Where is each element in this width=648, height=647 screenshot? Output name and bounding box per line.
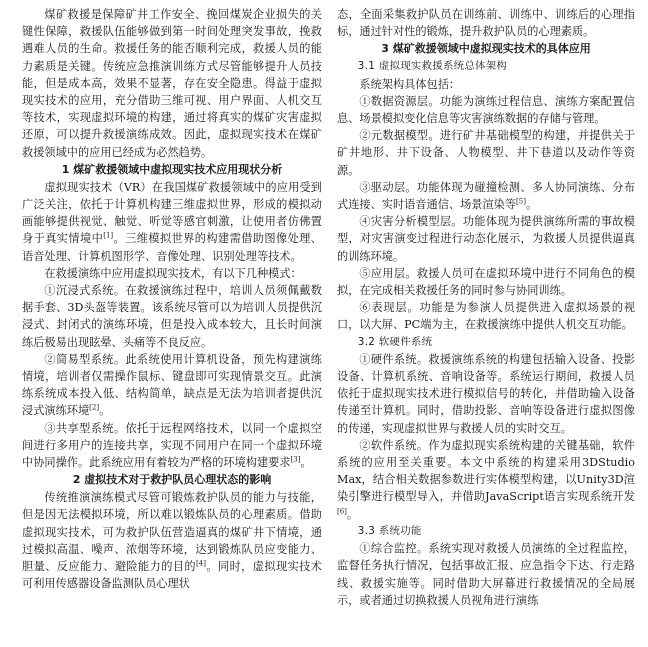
section-1-paragraph-2: 在救援演练中应用虚拟现实技术，有以下几种模式： bbox=[44, 266, 302, 280]
layer-6-paragraph: ⑥表现层。功能是为参演人员提供进入虚拟场景的视口，以大屏、PC端为主，在救援演练中提供人机交互功能。 bbox=[337, 301, 635, 332]
section-2-heading: 2 虚拟技术对于救护队员心理状态的影响 bbox=[72, 473, 272, 487]
layer-3-text: ③驱动层。功能体现为碰撞检测、多人协同演练、分布式连接、实时语音通信、场景渲染等 bbox=[337, 180, 635, 212]
layer-3-end: 。 bbox=[525, 198, 538, 212]
section-1-p1-text-2: 。三维模拟世界的构建需借助图像处理、语音处理、计算机图形学、音像处理、识别处理等技术。 bbox=[22, 232, 322, 263]
mode-1-paragraph: ①沉浸式系统。在救援演练过程中，培训人员须佩戴数据手套、3D头盔等装置。该系统尽管可以为培训人员提供沉浸式、封闭式的演练环境，但是投入成本较大，且长时间演练后极易出现眩晕、头痛等不良反应。 bbox=[22, 284, 322, 349]
citation: [2] bbox=[89, 403, 100, 412]
citation: [4] bbox=[196, 559, 206, 568]
citation: [5] bbox=[516, 197, 526, 206]
intro-paragraph: 煤矿救援是保障矿井工作安全、挽回煤炭企业损失的关键性保障，救援队伍能够做到第一时间处理突发事故，挽救遇难人员的生命。救援任务的能否顺利完成，救援人员的能力素质是关键。传统应急推演训练方式尽管能够提升人员技能，但是成本高，效果不显著，存在安全隐患。得益于虚拟现实技术的应用，充分借助三维可视、用户界面、人机交互等技术，实现虚拟环境的构建，通过将真实的煤矿灾害虚拟还原，可以提升救援演练成效。因此，虚拟现实技术在煤矿救援领域中的应用已经成为必然趋势。 bbox=[22, 8, 322, 159]
mode-2-text: ②简易型系统。此系统使用计算机设备，预先构建演练情境，培训者仅需操作鼠标、键盘即可实现情景交互。此演练系统成本投入低、结构简单，缺点是无法为培训者提供沉浸式演练环境 bbox=[22, 352, 322, 418]
architecture-intro: 系统架构具体包括： bbox=[359, 77, 461, 91]
mode-2-end: 。 bbox=[99, 404, 111, 418]
section-3-1-heading: 3.1 虚拟现实救援系统总体架构 bbox=[357, 60, 508, 73]
citation: [1] bbox=[103, 231, 114, 240]
layer-4-paragraph: ④灾害分析模型层。功能体现为提供演练所需的事故模型，对灾害演变过程进行动态化展示，为救援人员提供逼真的训练环境。 bbox=[337, 215, 635, 263]
section-2-paragraph-1 bbox=[22, 489, 322, 592]
software-end: 。 bbox=[346, 507, 359, 521]
mode-2-paragraph bbox=[22, 351, 322, 420]
right-column bbox=[337, 6, 635, 609]
layer-1-paragraph: ①数据资源层。功能为演练过程信息、演练方案配置信息、场景模拟变化信息等灾害演练数据的存储与管理。 bbox=[337, 94, 635, 126]
software-text: ②软件系统。作为虚拟现实系统构建的关键基础，软件系统的应用至关重要。本文中系统的构建采用3DStudio Max，结合相关数据参数进行实体模型构建，以Unity3D渲染引擎进行模型导入，并借助JavaScript语言实现系统开发 bbox=[337, 438, 635, 504]
section-3-3-heading: 3.3 系统功能 bbox=[357, 524, 422, 537]
function-1-paragraph: ①综合监控。系统实现对救援人员演练的全过程监控，监督任务执行情况，包括事故汇报、应急指令下达、行走路线、救援实施等。同时借助大屏幕进行救援情况的全局展示，或者通过切换救援人员视角进行演练 bbox=[337, 542, 635, 607]
mode-3-paragraph bbox=[22, 420, 322, 472]
mode-3-end: 。 bbox=[300, 456, 312, 470]
citation: [3] bbox=[290, 455, 301, 464]
section-3-2-heading: 3.2 软硬件系统 bbox=[357, 335, 433, 348]
citation: [6] bbox=[337, 506, 347, 515]
layer-3-paragraph bbox=[337, 179, 635, 213]
software-paragraph bbox=[337, 437, 635, 523]
section-1-paragraph-1 bbox=[22, 179, 322, 265]
section-2-p1-text: 传统推演演练模式尽管可锻炼救护队员的能力与技能，但是因无法模拟环境，所以难以锻炼队员的心理素质。借助虚拟现实技术，可为救护队伍营造逼真的煤矿井下情境，通过模拟高温、噪声、浓烟等环境，达到锻炼队员应变能力、胆量、反应能力、避险能力的目的 bbox=[22, 491, 322, 574]
section-1-p1-text: 虚拟现实技术（VR）在我国煤矿救援领域中的应用受到广泛关注，依托于计算机构建三维虚拟世界，形成的模拟动画能够提供视觉、触觉、听觉等感官刺激，让使用者仿佛置身于真实情境中 bbox=[22, 180, 322, 246]
layer-2-paragraph: ②元数据模型。进行矿井基础模型的构建，并提供关于矿井地形、井下设备、人物模型、井下巷道以及动作等资源。 bbox=[337, 129, 635, 177]
hardware-paragraph: ①硬件系统。救援演练系统的构建包括输入设备、投影设备、计算机系统、音响设备等。系统运行期间，救援人员依托于虚拟现实技术进行模拟信号的转化，并借助输入设备传递至计算机。同时，借助投影、音响等设备进行虚拟图像的传递，实现虚拟世界与救援人员的实时交互。 bbox=[337, 352, 635, 435]
section-1-heading: 1 煤矿救援领域中虚拟现实技术应用现状分析 bbox=[61, 162, 283, 176]
continued-paragraph: 态，全面采集救护队员在训练前、训练中、训练后的心理指标，通过针对性的锻炼，提升救护队员的心理素质。 bbox=[337, 8, 635, 39]
layer-5-paragraph: ⑤应用层。救援人员可在虚拟环境中进行不同角色的模拟，在完成相关救援任务的同时参与协同训练。 bbox=[337, 266, 635, 298]
left-column bbox=[22, 6, 322, 593]
mode-3-text: ③共享型系统。依托于远程网络技术，以同一个虚拟空间进行多用户的连接共享，实现不同用户在同一个虚拟环境中协同操作。此系统应用有着较为严格的环境构建要求 bbox=[22, 421, 322, 470]
section-3-heading: 3 煤矿救援领域中虚拟现实技术的具体应用 bbox=[381, 42, 591, 56]
section-2-p1-text-2: 。同时，虚拟现实技术可利用传感器设备监测队员心理状 bbox=[22, 560, 322, 591]
